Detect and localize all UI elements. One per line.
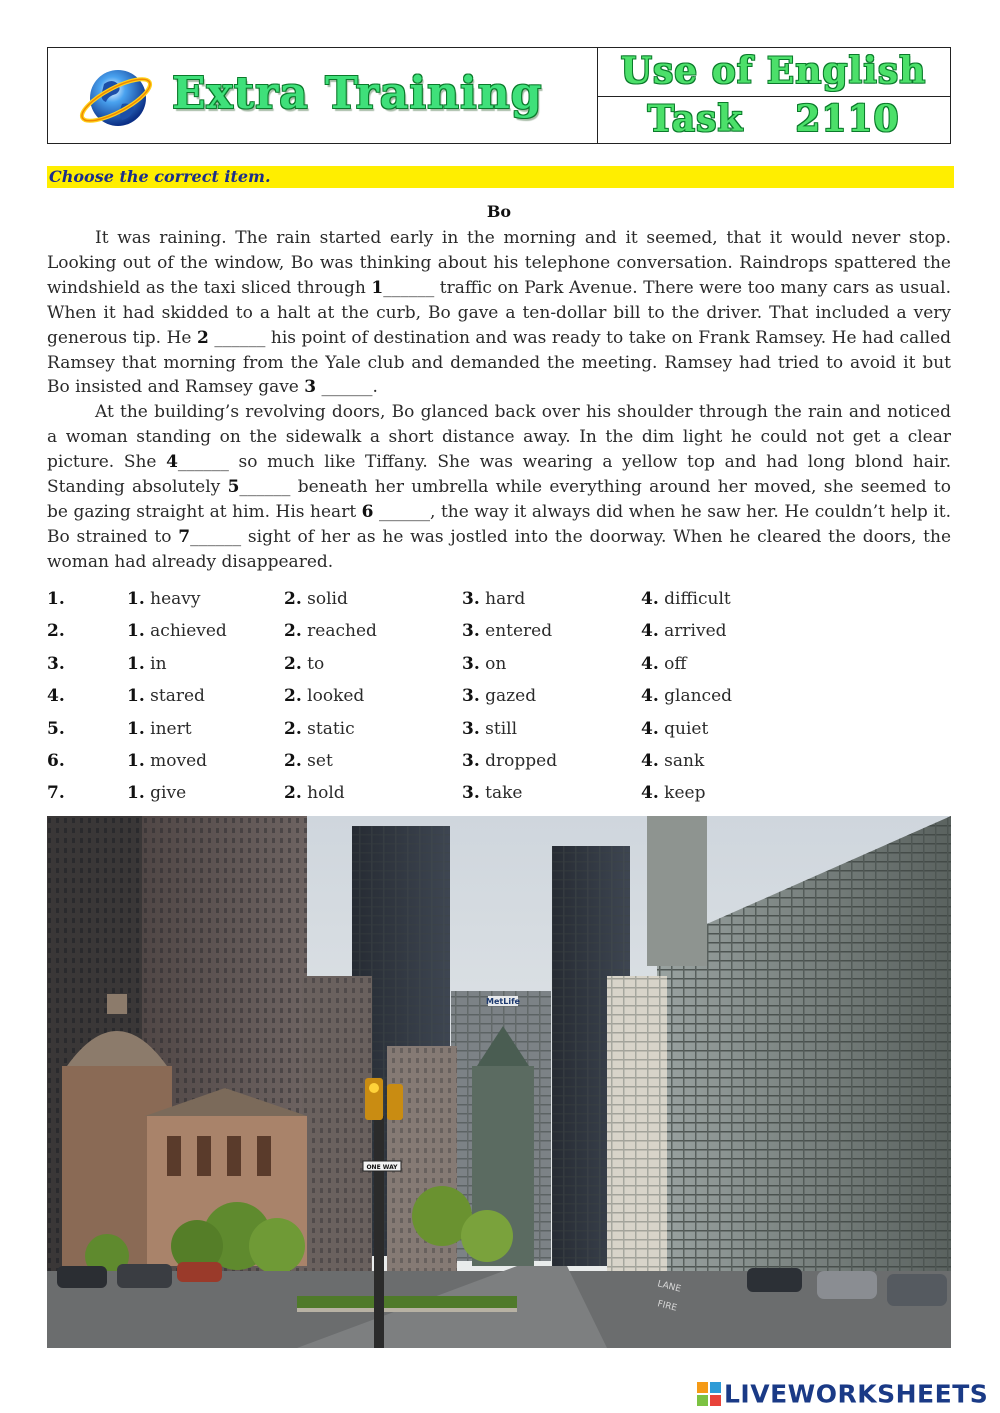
option-choice[interactable] [462,621,552,641]
option-choice[interactable] [284,654,324,674]
choice-number: 2. [284,750,302,771]
text-run: ______ sight of her as he was jostled into the doorway. When he cleared the doors, the woman had already disappeared. [47,526,952,572]
option-choice[interactable] [284,621,377,641]
choice-number: 1. [127,686,145,707]
liveworksheets-logo[interactable] [697,1378,988,1408]
choice-number: 3. [462,589,480,609]
option-choice[interactable] [462,686,536,706]
choice-word: static [307,718,355,739]
option-choice[interactable] [462,719,517,739]
option-choice[interactable] [641,621,727,641]
road-marking-fire: FIRE [656,1299,678,1314]
story-title: Bo [486,202,512,221]
question-number: 1. [47,589,65,609]
choice-number: 3. [462,621,480,642]
choice-word: to [307,653,325,674]
option-choice[interactable] [127,686,205,706]
logo-text: LIVEWORKSHEETS [724,1379,989,1409]
choice-word: solid [307,589,348,609]
question-number: 6. [47,750,65,771]
option-row [47,719,951,751]
choice-word: sank [664,750,705,771]
choice-number: 3. [462,686,480,707]
text-run: It was raining. The rain started early in the morning and it seemed, that it would never stop. Looking out of the window, Bo was thinking about his telephone conversation. Raindrops spattered the windshield as the taxi sliced through [47,228,951,298]
option-row [47,654,951,686]
text-run: ______, the way it always did when he saw her. He couldn’t help it. Bo strained to [47,501,951,547]
choice-word: still [485,718,518,739]
option-choice[interactable] [462,589,525,609]
option-choice[interactable] [284,589,348,609]
choice-number: 4. [641,589,659,609]
choice-word: inert [150,718,192,739]
instruction-banner: Choose the correct item. [47,166,954,188]
option-choice[interactable] [284,751,333,771]
story-text [47,226,951,575]
choice-number: 2. [284,783,302,804]
choice-number: 3. [462,653,480,674]
option-row [47,751,951,783]
choice-number: 3. [462,718,480,739]
option-row [47,621,951,653]
option-choice[interactable] [127,783,186,803]
option-choice[interactable] [127,621,227,641]
choice-word: hold [307,783,345,804]
liveworksheets-badge-icon [697,1382,721,1406]
choice-number: 3. [462,750,480,771]
choice-word: reached [307,621,377,642]
choice-number: 4. [641,750,659,771]
globe-logo-icon [76,62,156,132]
choice-number: 1. [127,621,145,642]
option-choice[interactable] [284,719,355,739]
option-choice[interactable] [641,686,732,706]
answer-options [47,589,951,816]
text-run: At the building’s revolving doors, Bo glanced back over his shoulder through the rain and noticed a woman standing on the sidewalk a short distance away. In the dim light he could not get a clear picture. She [47,402,951,473]
choice-number: 2. [284,718,302,739]
choice-number: 2. [284,621,302,642]
question-number: 7. [47,783,65,804]
choice-word: arrived [664,621,727,642]
text-run: ______ beneath her umbrella while everything around her moved, she seemed to be gazing straight at him. His heart [47,477,951,522]
brand-title: Extra Training [172,68,543,119]
gap-number: 6 [361,501,374,522]
option-choice[interactable] [462,654,506,674]
option-row [47,686,951,718]
task-label: Task [647,98,744,140]
question-number: 2. [47,621,65,642]
story-paragraph [47,400,951,574]
option-choice[interactable] [641,751,704,771]
choice-word: give [150,783,187,804]
choice-number: 3. [462,783,480,804]
choice-number: 1. [127,653,145,674]
choice-number: 2. [284,686,302,707]
header-brand-cell [48,48,598,143]
choice-word: take [485,783,523,804]
option-choice[interactable] [127,751,207,771]
choice-number: 2. [284,589,302,609]
street-photo [47,816,951,1348]
text-run: ______. [316,377,378,398]
story-paragraph [47,226,951,400]
worksheet-header [47,47,951,144]
choice-number: 4. [641,686,659,707]
gap-number: 4 [166,452,178,473]
question-number: 5. [47,718,65,739]
choice-number: 1. [127,783,145,804]
choice-word: looked [307,686,365,707]
text-run: ______ traffic on Park Avenue. There were too many cars as usual. When it had skidded to a halt at the curb, Bo gave a ten-dollar bill to the driver. That included a very generous tip. He [47,277,951,348]
option-choice[interactable] [284,686,364,706]
one-way-sign: ONE WAY [366,1164,398,1171]
choice-word: entered [485,621,553,642]
option-choice[interactable] [641,589,731,609]
text-run: ______ his point of destination and was ready to take on Frank Ramsey. He had called Ramsey that morning from the Yale club and demanded the meeting. Ramsey had tried to avoid it but Bo insisted and Ramsey gave [47,327,952,398]
text-run: ______ so much like Tiffany. She was wearing a yellow top and had long blond hair. Standing absolutely [47,452,951,498]
choice-number: 1. [127,718,145,739]
gap-number: 5 [227,477,240,498]
option-choice[interactable] [127,719,192,739]
section-title: Use of English [620,50,927,92]
option-row [47,783,951,815]
question-number: 4. [47,686,65,707]
gap-number: 3 [304,377,317,398]
choice-number: 1. [127,589,145,609]
header-divider [597,96,950,97]
option-choice[interactable] [127,589,201,609]
gap-number: 1 [371,277,384,298]
choice-number: 2. [284,653,302,674]
option-choice[interactable] [462,783,523,803]
choice-number: 1. [127,750,145,771]
choice-word: keep [664,783,706,804]
choice-word: dropped [485,750,558,771]
road-marking-lane: LANE [656,1279,682,1295]
option-row [47,589,951,621]
choice-word: heavy [150,589,201,609]
task-number: 2110 [795,98,900,140]
choice-word: moved [150,750,208,771]
choice-number: 4. [641,621,659,642]
question-number: 3. [47,653,65,674]
choice-word: quiet [664,718,709,739]
choice-word: on [485,653,507,674]
choice-number: 4. [641,783,659,804]
choice-word: achieved [150,621,227,642]
option-choice[interactable] [284,783,345,803]
option-choice[interactable] [127,654,167,674]
choice-word: in [150,653,167,674]
choice-word: stared [150,686,205,707]
choice-word: difficult [664,589,731,609]
task-id [597,98,950,140]
option-choice[interactable] [641,719,708,739]
choice-word: set [307,750,333,771]
option-choice[interactable] [462,751,557,771]
choice-number: 4. [641,718,659,739]
gap-number: 7 [178,526,191,547]
choice-word: hard [485,589,526,609]
gap-number: 2 [197,327,209,348]
option-choice[interactable] [641,654,686,674]
choice-word: off [664,653,687,674]
park-avenue-illustration [47,816,951,1348]
option-choice[interactable] [641,783,705,803]
header-task-cell [597,48,950,143]
metlife-sign: MetLife [486,997,520,1006]
choice-word: glanced [664,686,733,707]
choice-number: 4. [641,653,659,674]
choice-word: gazed [485,686,537,707]
